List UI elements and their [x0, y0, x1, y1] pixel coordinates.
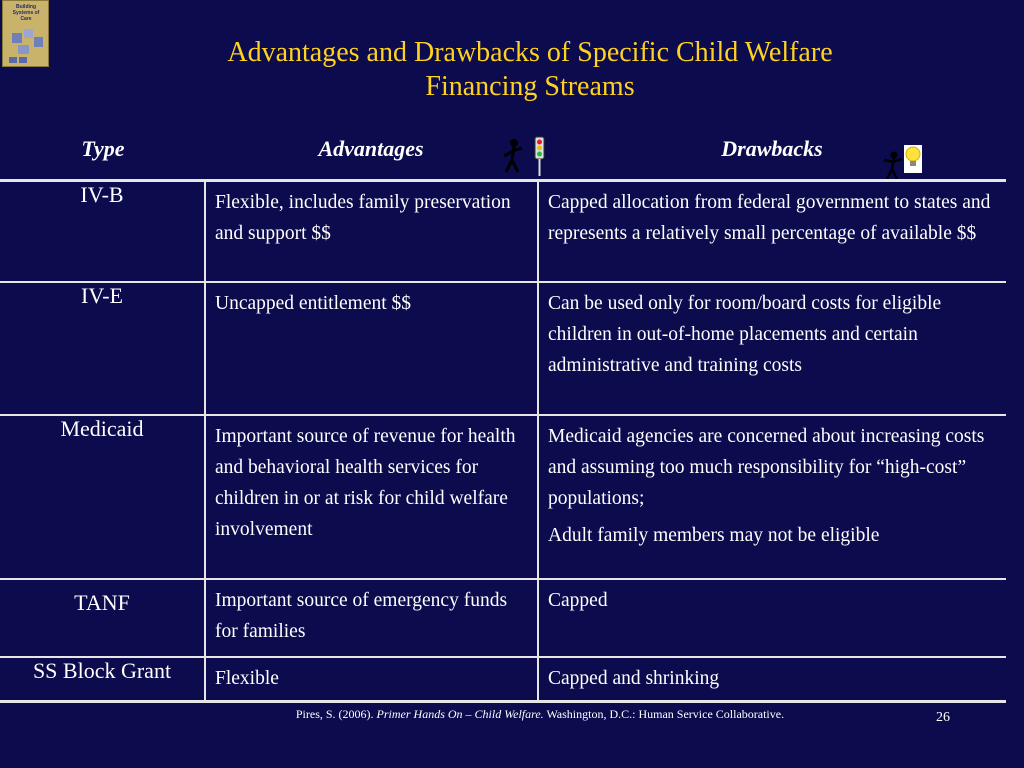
drawbacks-cell	[538, 657, 1006, 702]
slide-title	[100, 36, 960, 104]
table-row	[0, 657, 1006, 702]
drawbacks-text: Medicaid agencies are concerned about increasing costs and assuming too much responsibility for “high-cost” populations;	[548, 425, 985, 509]
person-traffic-light-clipart-icon	[500, 134, 550, 178]
advantages-text: Important source of revenue for health and behavioral health services for children in or at risk for child welfare involvement	[215, 425, 516, 540]
drawbacks-cell	[538, 579, 1006, 657]
type-cell: Medicaid	[0, 415, 205, 579]
citation-footer	[180, 707, 900, 722]
drawbacks-text: Capped	[548, 589, 608, 611]
citation-suffix: Washington, D.C.: Human Service Collaborative.	[543, 707, 785, 721]
type-cell: IV-E	[0, 282, 205, 415]
slide-title-line2: Financing Streams	[425, 71, 635, 102]
column-header-type: Type	[81, 136, 125, 161]
advantages-text: Flexible	[215, 667, 279, 689]
drawbacks-text: Can be used only for room/board costs for eligible children in out-of-home placements and certain administrative and training costs	[548, 292, 942, 376]
column-header-drawbacks: Drawbacks	[721, 136, 823, 161]
page-number: 26	[936, 710, 950, 725]
column-header-advantages: Advantages	[318, 136, 424, 161]
logo-square	[18, 45, 29, 54]
drawbacks-cell	[538, 181, 1006, 282]
logo-square	[34, 37, 43, 47]
advantages-text: Flexible, includes family preservation and support $$	[215, 192, 511, 244]
advantages-cell	[205, 579, 538, 657]
table-row	[0, 282, 1006, 415]
drawbacks-text: Capped allocation from federal government to states and represents a relatively small percentage of available $$	[548, 192, 991, 244]
drawbacks-cell	[538, 415, 1006, 579]
table-row	[0, 415, 1006, 579]
advantages-text: Uncapped entitlement $$	[215, 292, 412, 314]
type-cell: SS Block Grant	[0, 657, 205, 702]
drawbacks-text: Capped and shrinking	[548, 667, 720, 689]
advantages-cell	[205, 181, 538, 282]
citation-title: Primer Hands On – Child Welfare.	[376, 707, 544, 721]
advantages-text: Important source of emergency funds for families	[215, 589, 508, 642]
drawbacks-text: Adult family members may not be eligible	[548, 524, 880, 546]
table-row	[0, 579, 1006, 657]
building-systems-of-care-logo	[2, 0, 49, 67]
logo-text: Building Systems of Care	[12, 4, 40, 22]
table-row	[0, 181, 1006, 282]
logo-square	[24, 29, 33, 38]
financing-streams-table	[0, 179, 1006, 703]
drawbacks-cell	[538, 282, 1006, 415]
logo-square	[19, 57, 27, 63]
advantages-cell	[205, 282, 538, 415]
logo-square	[12, 33, 22, 43]
type-cell: IV-B	[0, 181, 205, 282]
person-lightbulb-clipart-icon	[876, 143, 924, 183]
advantages-cell	[205, 415, 538, 579]
logo-square	[9, 57, 17, 63]
advantages-cell	[205, 657, 538, 702]
slide-title-line1: Advantages and Drawbacks of Specific Child Welfare	[227, 37, 833, 68]
type-cell: TANF	[0, 579, 205, 657]
citation-prefix: Pires, S. (2006).	[295, 707, 377, 721]
